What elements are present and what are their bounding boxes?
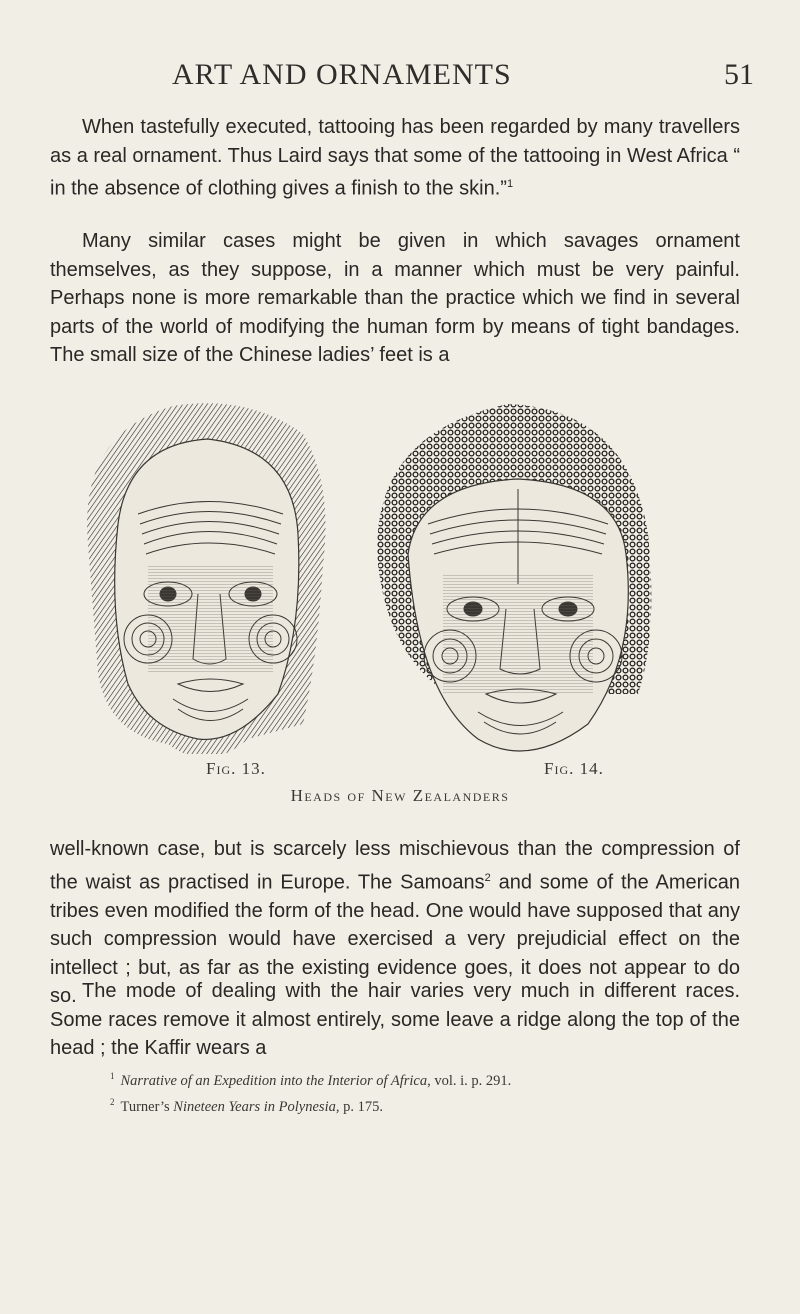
page-number: 51 xyxy=(724,58,754,91)
footnote-rest: , p. 175. xyxy=(335,1098,383,1115)
figure-illustration xyxy=(48,394,752,754)
paragraph-tattooing xyxy=(50,113,740,203)
page-header xyxy=(0,58,800,98)
footnote-title: Nineteen Years in Polynesia xyxy=(173,1098,336,1115)
paragraph-text: When tastefully executed, tattooing has been regarded by many travellers as a real ornament. Thus Laird says that some of the tattooing in West Africa “ in the absence of clothing gives a finish to the skin.” xyxy=(50,116,740,200)
footnote-rest: , vol. i. p. 291. xyxy=(427,1072,512,1089)
figure-label-13: Fig. 13. xyxy=(206,759,266,778)
footnote-2 xyxy=(110,1092,750,1118)
head-fig14 xyxy=(377,404,651,751)
footnote-marker: 2 xyxy=(110,1096,115,1107)
paragraph-text: The mode of dealing with the hair varies very much in different races. Some races remove it almost entirely, some leave a ridge along the top of the head ; the Kaffir wears a xyxy=(50,980,740,1059)
paragraph-hair xyxy=(50,977,740,1063)
footnote-ref: 2 xyxy=(484,871,491,884)
paragraph-bandages xyxy=(50,227,740,370)
paragraph-text-cont: and some of the American tribes even modified the form of the head. One would have supposed that any such compression would have exercised a very prejudicial effect on the intellect ; but, as far as the existing evidence goes, it does not appear to do so. xyxy=(50,871,740,1008)
footnote-marker: 1 xyxy=(110,1071,115,1081)
footnotes xyxy=(110,1066,750,1118)
figure-label-14: Fig. 14. xyxy=(544,759,604,778)
footnote-1 xyxy=(110,1066,750,1092)
paragraph-text: Many similar cases might be given in which savages ornament themselves, as they suppose, in a manner which must be very painful. Perhaps none is more remarkable than the practice which we find in several parts of the world of modifying the human form by means of tight bandages. The small size of the Chinese ladies’ feet is a xyxy=(50,230,740,366)
footnote-title: Narrative of an Expedition into the Interior of Africa xyxy=(120,1072,428,1089)
footnote-prefix: Turner’s xyxy=(120,1098,174,1115)
figure-caption: Heads of New Zealanders xyxy=(290,786,510,805)
paragraph-text: well-known case, but is scarcely less mischievous than the compression of the waist as practised in Europe. The Samoans xyxy=(50,838,740,894)
head-fig13 xyxy=(87,403,325,754)
running-title: ART AND ORNAMENTS xyxy=(172,58,512,91)
footnote-ref: 1 xyxy=(506,178,514,190)
figure-heads xyxy=(48,394,752,814)
